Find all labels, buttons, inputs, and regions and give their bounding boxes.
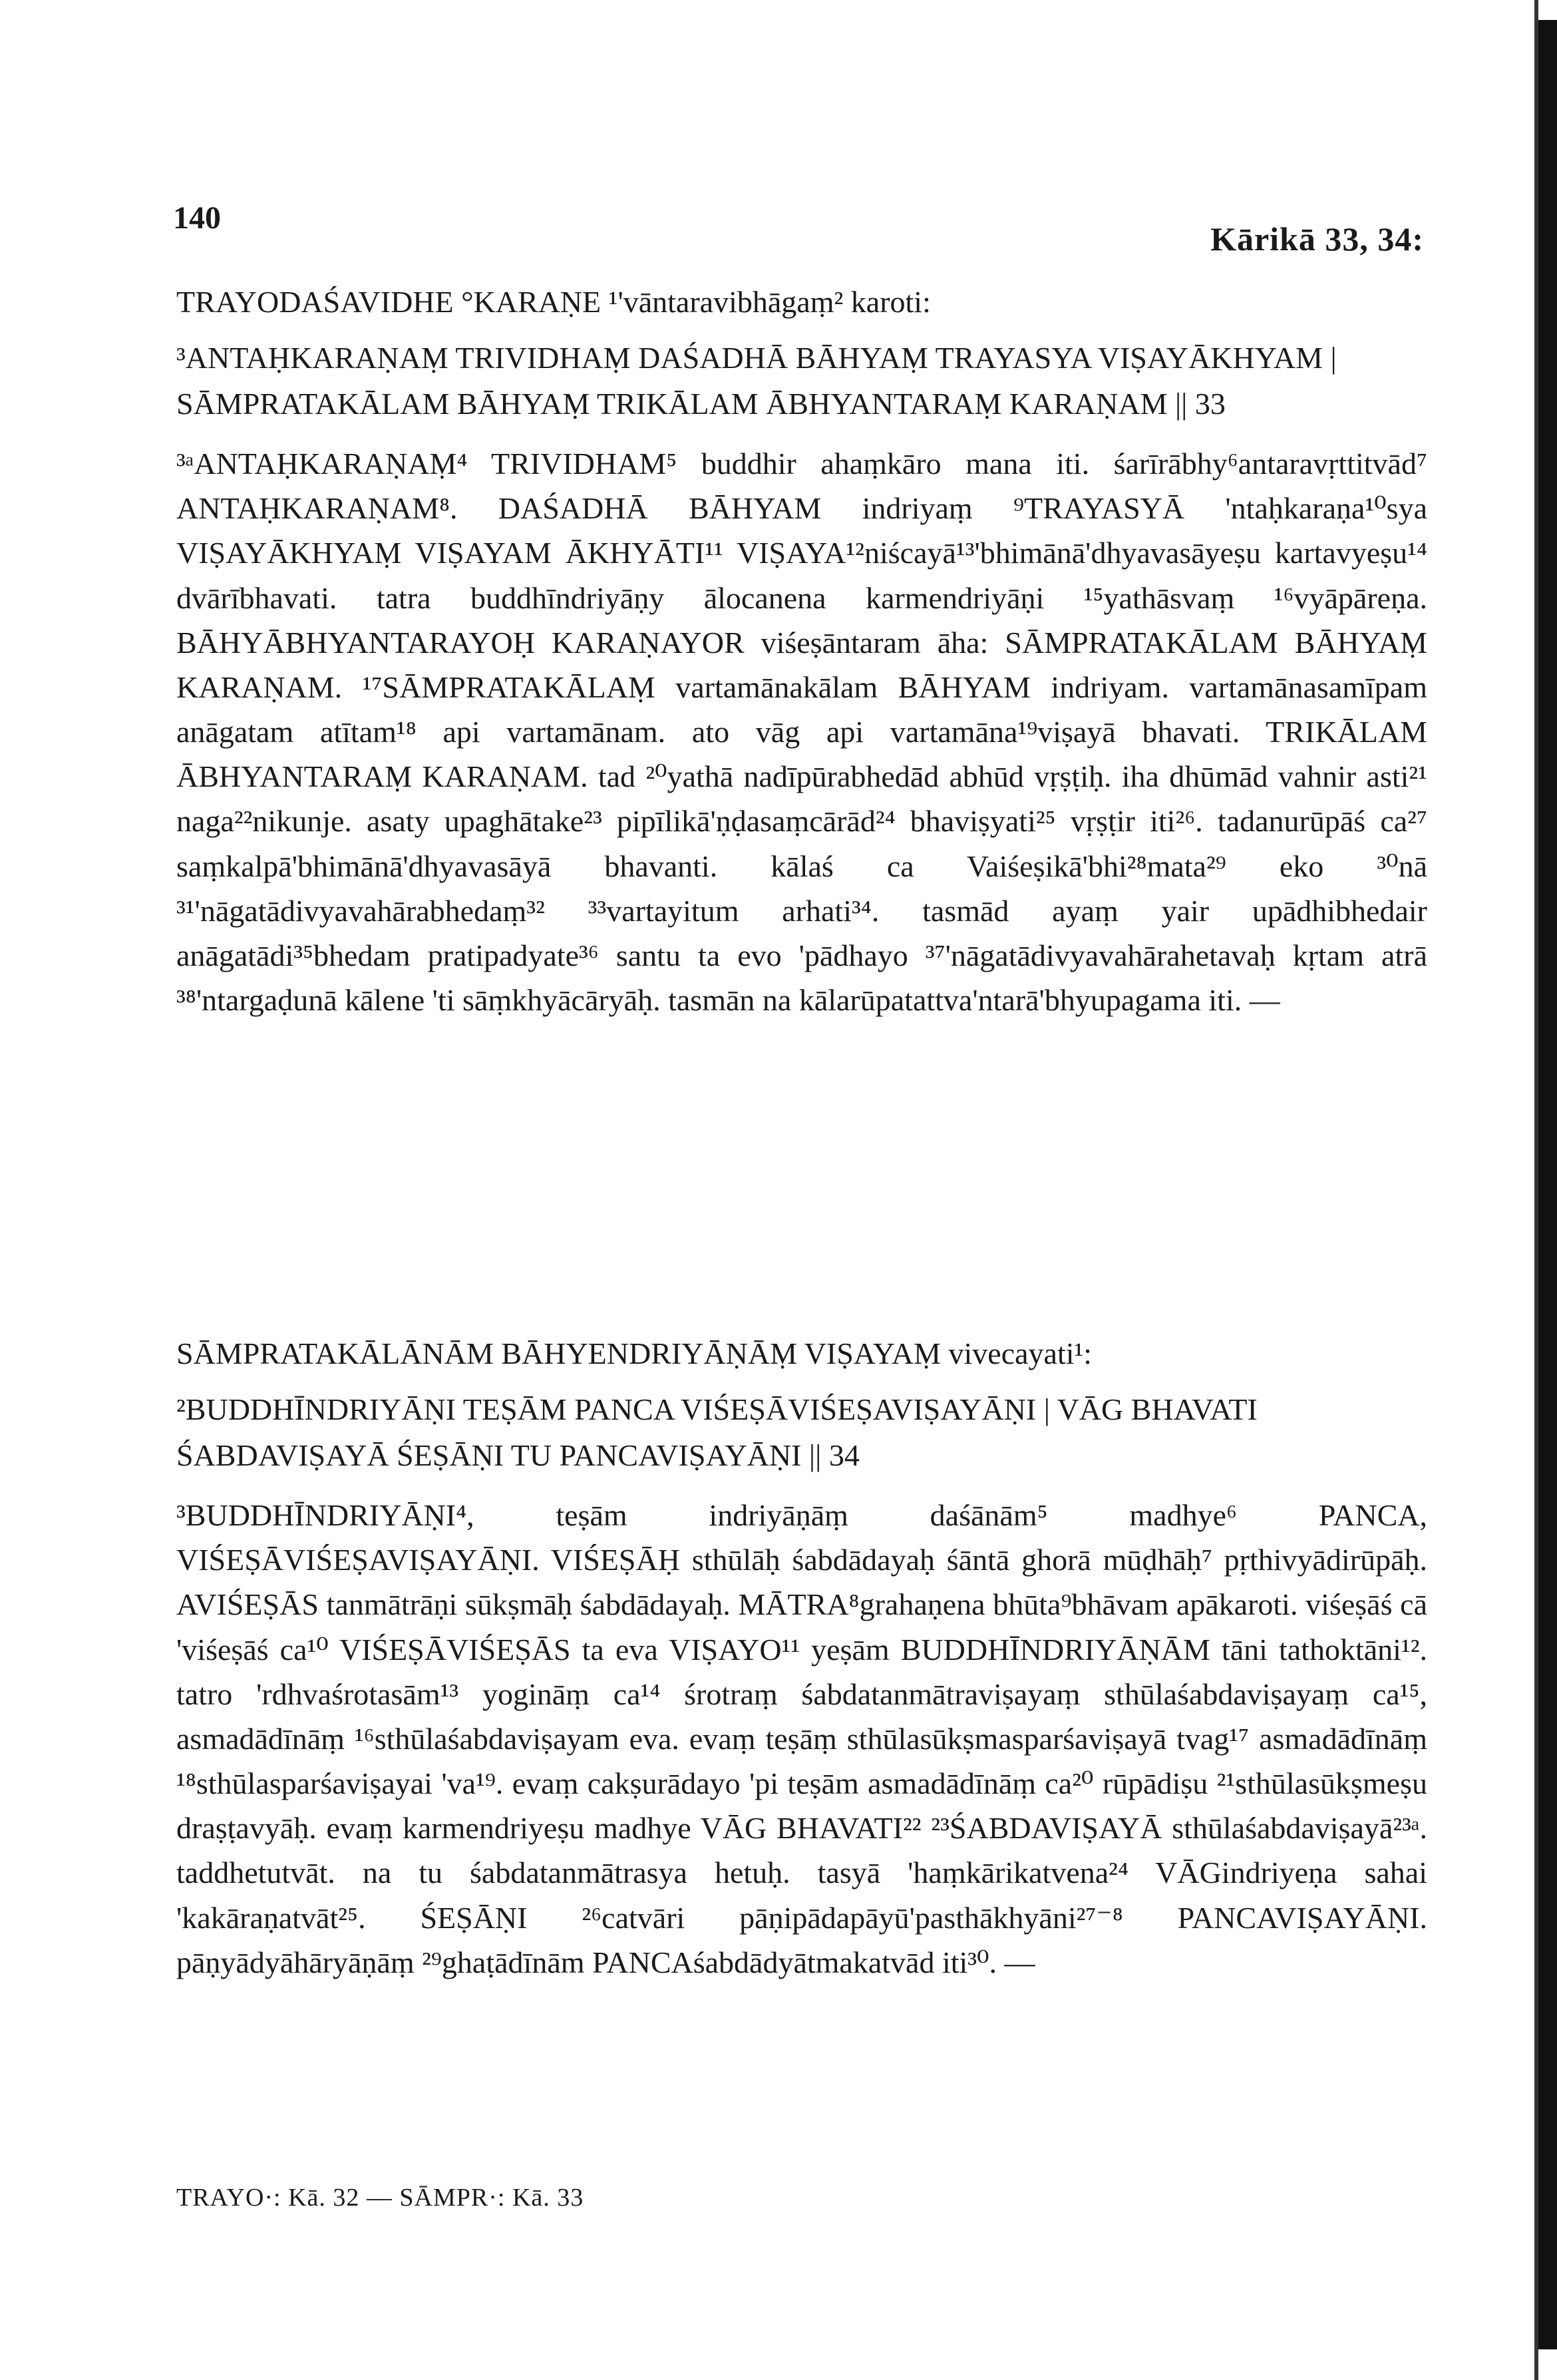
section-karika-34 (176, 1331, 1427, 1985)
running-title: Kārikā 33, 34: (1210, 220, 1424, 258)
scan-edge-shadow (1534, 0, 1538, 2380)
commentary-paragraph: ³BUDDHĪNDRIYĀṆI⁴, teṣām indriyāṇāṃ daśānām⁵ madhye⁶ PANCA, VIŚEṢĀVIŚEṢAVIṢAYĀṆI. VIŚEṢĀḤ sthūlāḥ śabdādayaḥ śāntā ghorā mūḍhāḥ⁷ pṛthivyādirūpāḥ. AVIŚEṢĀS tanmātrāṇi sūkṣmāḥ śabdādayaḥ. MĀTRA⁸grahaṇena bhūta⁹bhāvam apākaroti. viśeṣāś cā 'viśeṣāś ca¹⁰ VIŚEṢĀVIŚEṢĀS ta eva VIṢAYO¹¹ yeṣām BUDDHĪNDRIYĀṆĀM tāni tathoktāni¹². tatro 'rdhvaśrotasām¹³ yogināṃ ca¹⁴ śrotraṃ śabdatanmātraviṣayaṃ sthūlaśabdaviṣayaṃ ca¹⁵, asmadādīnāṃ ¹⁶sthūlaśabdaviṣayam eva. evaṃ teṣāṃ sthūlasūkṣmasparśaviṣayā tvag¹⁷ asmadādīnāṃ ¹⁸sthūlasparśaviṣayai 'va¹⁹. evaṃ cakṣurādayo 'pi teṣām asmadādīnāṃ ca²⁰ rūpādiṣu ²¹sthūlasūkṣmeṣu draṣṭavyāḥ. evaṃ karmendriyeṣu madhye VĀG BHAVATI²² ²³ŚABDAVIṢAYĀ sthūlaśabdaviṣayā²³ᵃ. taddhetutvāt. na tu śabdatanmātrasya hetuḥ. tasyā 'haṃkārikatvena²⁴ VĀGindriyeṇa sahai 'kakāraṇatvāt²⁵. ŚEṢĀṆI ²⁶catvāri pāṇipādapāyū'pasthākhyāni²⁷⁻⁸ PANCAVIṢAYĀṆI. pāṇyādyāhāryāṇāṃ ²⁹ghaṭādīnām PANCAśabdādyātmakatvād iti³⁰. — (176, 1498, 1427, 1979)
commentary-paragraph: ³ᵃANTAḤKARAṆAṂ⁴ TRIVIDHAM⁵ buddhir ahaṃkāro mana iti. śarīrābhy⁶antaravṛttitvād⁷ ANTAḤKARAṆAM⁸. DAŚADHĀ BĀHYAM indriyaṃ ⁹TRAYASYĀ 'ntaḥkaraṇa¹⁰sya VIṢAYĀKHYAṂ VIṢAYAM ĀKHYĀTI¹¹ VIṢAYA¹²niścayā¹³'bhimānā'dhyavasāyeṣu kartavyeṣu¹⁴ dvārībhavati. tatra buddhīndriyāṇy ālocanena karmendriyāṇi ¹⁵yathāsvaṃ ¹⁶vyāpāreṇa. BĀHYĀBHYANTARAYOḤ KARAṆAYOR viśeṣāntaram āha: SĀMPRATAKĀLAM BĀHYAṂ KARAṆAM. ¹⁷SĀMPRATAKĀLAṂ vartamānakālam BĀHYAM indriyam. vartamānasamīpam anāgatam atītam¹⁸ api vartamānam. ato vāg api vartamāna¹⁹viṣayā bhavati. TRIKĀLAM ĀBHYANTARAṂ KARAṆAM. tad ²⁰yathā nadīpūrabhedād abhūd vṛṣṭiḥ. iha dhūmād vahnir asti²¹ naga²²nikunje. asaty upaghātake²³ pipīlikā'ṇḍasaṃcārād²⁴ bhaviṣyati²⁵ vṛṣṭir iti²⁶. tadanurūpāś ca²⁷ saṃkalpā'bhimānā'dhyavasāyā bhavanti. kālaś ca Vaiśeṣikā'bhi²⁸mata²⁹ eko ³⁰nā ³¹'nāgatādivyavahārabhedaṃ³² ³³vartayitum arhati³⁴. tasmād ayaṃ yair upādhibhedair anāgatādi³⁵bhedam pratipadyate³⁶ santu ta evo 'pādhayo ³⁷'nāgatādivyavahārahetavaḥ kṛtam atrā ³⁸'ntargaḍunā kālene 'ti sāṃkhyācāryāḥ. tasmān na kālarūpatattva'ntarā'bhyupagama iti. — (176, 447, 1427, 1018)
page-footnote: TRAYO·: Kā. 32 — SĀMPR·: Kā. 33 (176, 2184, 584, 2212)
page-number: 140 (173, 200, 221, 236)
section-karika-33 (176, 280, 1427, 1022)
page-header (173, 200, 1424, 258)
karika-verse: ²BUDDHĪNDRIYĀṆI TEṢĀM PANCA VIŚEṢĀVIŚEṢAVIṢAYĀṆI | VĀG BHAVATI ŚABDAVIṢAYĀ ŚEṢĀṆI TU PANCAVIṢAYĀṆI || 34 (176, 1392, 1258, 1473)
scan-edge (1538, 20, 1557, 2349)
karika-verse: ³ANTAḤKARAṆAṂ TRIVIDHAṂ DAŚADHĀ BĀHYAṂ TRAYASYA VIṢAYĀKHYAM | SĀMPRATAKĀLAM BĀHYAṂ TRIKĀLAM ĀBHYANTARAṂ KARAṆAM || 33 (176, 341, 1337, 421)
section-intro: TRAYODAŚAVIDHE °KARAṆE ¹'vāntaravibhāgaṃ² karoti: (176, 285, 931, 319)
section-intro: SĀMPRATAKĀLĀNĀM BĀHYENDRIYĀṆĀṂ VIṢAYAṂ vivecayati¹: (176, 1336, 1093, 1370)
